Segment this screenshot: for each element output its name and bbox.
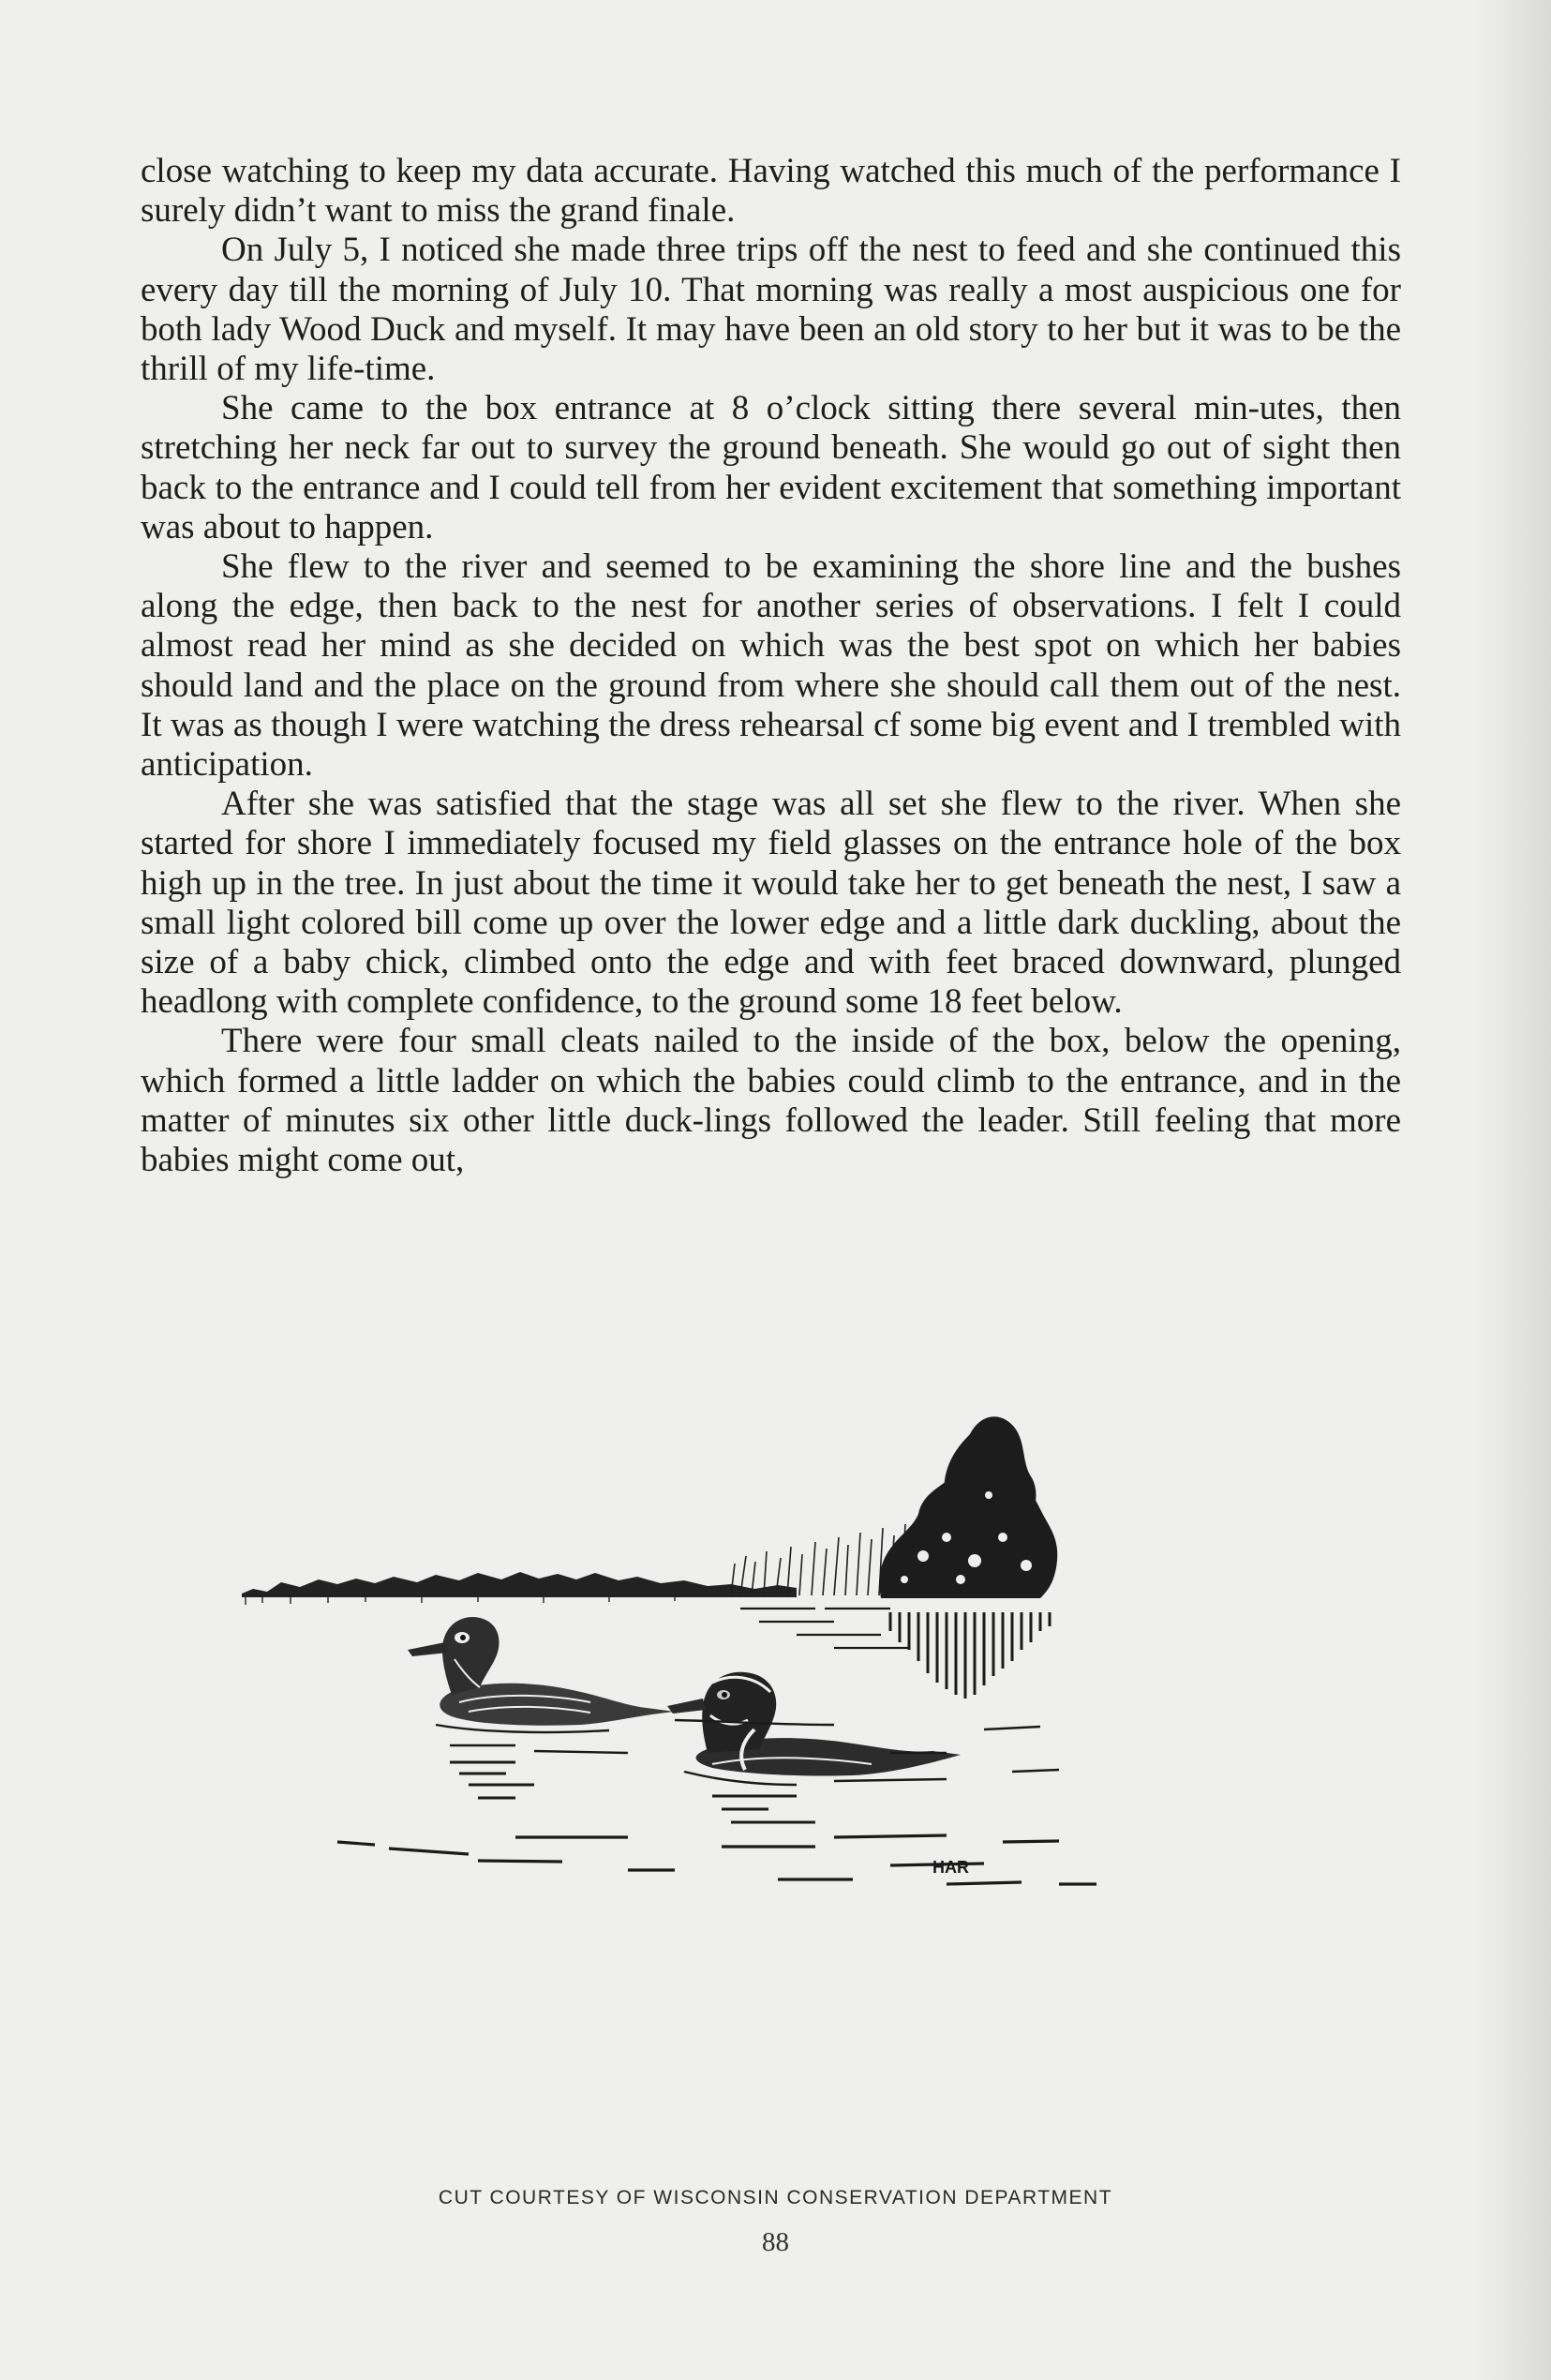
water-lines-upper [740,1609,909,1648]
paragraph-4: She flew to the river and seemed to be examining the shore line and the bushes along the edge, then back to the nest for another series of observations. I felt I could almost read her mind as she decided on which was the best spot on which her babies should land and the place on the ground from where she should call them out of the nest. It was as though I were watching the dress rehearsal cf some big event and I trembled with anticipation. [141,547,1401,785]
paragraph-2: On July 5, I noticed she made three trips off the nest to feed and she continued this every day till the morning of July 10. That morning was really a most auspicious one for both lady Wood Duck and myself. It may have been an old story to her but it was to be the thrill of my life-time. [141,231,1401,389]
paragraph-5: After she was satisfied that the stage was all set she flew to the river. When she started for shore I immediately focused my field glasses on the entrance hole of the box high up in the tree. In just about the time it would take her to get beneath the nest, I saw a small light colored bill come up over the lower edge and a little dark duckling, about the size of a baby chick, climbed onto the edge and with feet braced downward, plunged headlong with complete confidence, to the ground some 18 feet below. [141,785,1401,1022]
figure-caption: CUT COURTESY OF WISCONSIN CONSERVATION DEPARTMENT [438,2187,1113,2208]
body-text [141,152,1401,1180]
paragraph-1: close watching to keep my data accurate. Having watched this much of the performance I surely didn’t want to miss the grand finale. [141,152,1401,231]
shrub-reflection [890,1612,1050,1699]
paragraph-6: There were four small cleats nailed to the inside of the box, below the opening, which formed a little ladder on which the babies could climb to the entrance, and in the matter of minutes six other little duck-lings followed the leader. Still feeling that more babies might come out, [141,1022,1401,1180]
page-edge-shadow [1476,0,1551,2380]
shoreline-hatching [246,1597,675,1605]
shrub-mass [879,1416,1057,1598]
page-number: 88 [762,2227,789,2257]
paragraph-3: She came to the box entrance at 8 o’clock sitting there several min-utes, then stretching her neck far out to survey the ground beneath. She would go out of sight then back to the entrance and I could tell from her evident excitement that something important was about to happen. [141,389,1401,546]
artist-signature: HAR [932,1858,969,1877]
female-duck-icon [408,1617,675,1726]
distant-treeline [242,1572,797,1597]
wood-duck-illustration [234,1397,1317,2128]
foreground-water-strokes [337,1835,1096,1884]
